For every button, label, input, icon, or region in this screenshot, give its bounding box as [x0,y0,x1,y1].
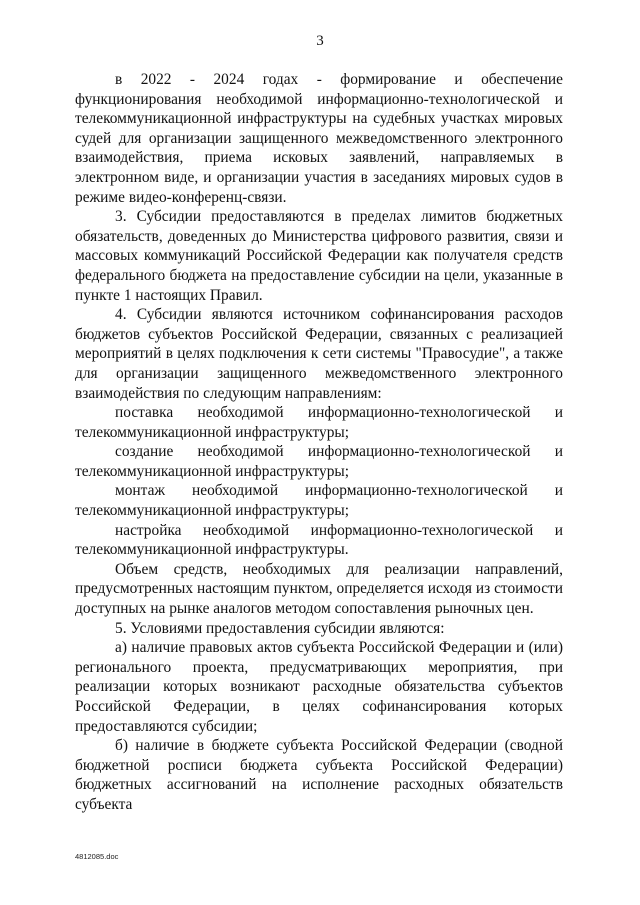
paragraph-3-budget-limits: 3. Субсидии предоставляются в пределах лимитов бюджетных обязательств, доведенных до Министерства цифрового развития, связи и массовых коммуникаций Российской Федерации как получателя средств федерального бюджета на предоставление субсидии на цели, указанные в пункте 1 настоящих Правил. [75,208,563,304]
condition-a: а) наличие правовых актов субъекта Российской Федерации и (или) регионального проекта, предусматривающих мероприятия, при реализации которых возникают расходные обязательства субъектов Российской Федерации, в целях софинансирования которых предоставляются субсидии; [75,639,563,735]
paragraph-subsidy-2022-2024: в 2022 - 2024 годах - формирование и обеспечение функционирования необходимой информационно-технологической и телекоммуникационной инфраструктуры на судебных участках мировых судей для организации защищенного межведомственного электронного взаимодействия, приема исковых заявлений, направляемых в электронном виде, и организации участия в заседаниях мировых судов в режиме видео-конференц-связи. [75,71,563,206]
page-number: 3 [316,33,324,49]
paragraph-5-conditions: 5. Условиями предоставления субсидии являются: [115,619,445,637]
list-item-configuration: настройка необходимой информационно-технологической и телекоммуникационной инфраструктуры. [75,521,563,559]
condition-b: б) наличие в бюджете субъекта Российской Федерации (сводной бюджетной росписи бюджета субъекта Российской Федерации) бюджетных ассигнований на исполнение расходных обязательств субъекта [75,737,563,813]
list-item-delivery: поставка необходимой информационно-технологической и телекоммуникационной инфраструктуры; [75,404,563,441]
list-item-creation: создание необходимой информационно-технологической и телекоммуникационной инфраструктуры; [75,443,563,480]
list-item-installation: монтаж необходимой информационно-технологической и телекоммуникационной инфраструктуры; [75,482,563,520]
paragraph-funding-volume: Объем средств, необходимых для реализации направлений, предусмотренных настоящим пунктом, определяется исходя из стоимости доступных на рынке аналогов методом сопоставления рыночных цен. [75,560,563,618]
document-body [75,70,563,815]
paragraph-4-cofinancing: 4. Субсидии являются источником софинансирования расходов бюджетов субъектов Российской Федерации, связанных с реализацией мероприятий в целях подключения к сети системы "Правосудие", а также для организации защищенного межведомственного электронного взаимодействия по следующим направлениям: [75,306,563,402]
document-file-code: 4812085.doc [75,852,119,861]
